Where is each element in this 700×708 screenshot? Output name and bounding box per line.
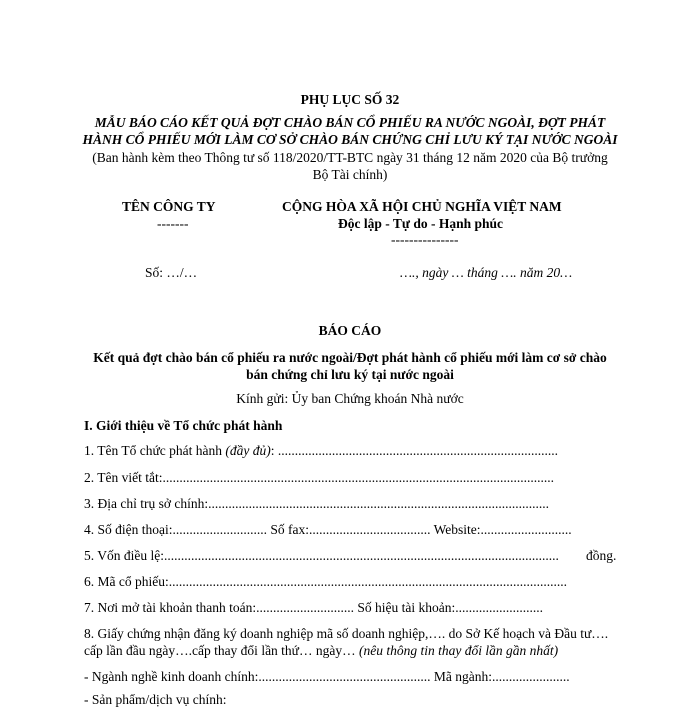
item-8-line-2-text: cấp lần đầu ngày….cấp thay đổi lần thứ… ngày… — [84, 643, 359, 658]
republic-name: CỘNG HÒA XÃ HỘI CHỦ NGHĨA VIỆT NAM — [282, 199, 562, 214]
item-1-note: (đầy đủ) — [225, 443, 271, 458]
company-name-placeholder: TÊN CÔNG TY — [122, 199, 216, 214]
report-subtitle-line-1: Kết quả đợt chào bán cổ phiếu ra nước ngoài/Đợt phát hành cổ phiếu mới làm cơ sở chào — [93, 350, 607, 365]
report-title: BÁO CÁO — [318, 323, 382, 338]
document-number: Số: …/… — [145, 265, 198, 280]
item-6-stock-code: 6. Mã cổ phiếu:...................................................................................................................... — [84, 574, 567, 589]
form-title-line-2: HÀNH CỔ PHIẾU MỚI LÀM CƠ SỞ CHÀO BÁN CHỨNG CHỈ LƯU KÝ TẠI NƯỚC NGOÀI — [82, 132, 618, 147]
main-products-line: - Sản phẩm/dịch vụ chính: — [84, 692, 227, 707]
item-3-head-office-address: 3. Địa chỉ trụ sở chính:..................................................................................................... — [84, 496, 549, 511]
item-7-bank-account: 7. Nơi mở tài khoản thanh toán:............................. Số hiệu tài khoản:.......................... — [84, 600, 543, 615]
issued-note-line-1: (Ban hành kèm theo Thông tư số 118/2020/TT-BTC ngày 31 tháng 12 năm 2020 của Bộ trưởng — [92, 150, 608, 165]
item-8-business-registration-line-1: 8. Giấy chứng nhận đăng ký doanh nghiệp mã số doanh nghiệp,…. do Sở Kế hoạch và Đầu tư…. — [84, 626, 609, 641]
item-1-issuer-full-name — [84, 443, 558, 459]
date-line: …., ngày … tháng …. năm 20… — [400, 265, 573, 280]
recipient-line: Kính gửi: Ủy ban Chứng khoán Nhà nước — [236, 391, 464, 406]
item-8-line-2-note: (nêu thông tin thay đổi lần gần nhất) — [359, 643, 559, 658]
issued-note-line-2: Bộ Tài chính) — [312, 167, 388, 182]
main-business-line: - Ngành nghề kinh doanh chính:................................................... Mã ngành:....................... — [84, 669, 570, 684]
item-8-business-registration-line-2 — [84, 643, 558, 659]
item-4-contact-info: 4. Số điện thoại:............................ Số fax:.................................... Website:........................... — [84, 522, 572, 537]
appendix-title: PHỤ LỤC SỐ 32 — [300, 92, 400, 107]
report-subtitle-line-2: bán chứng chỉ lưu ký tại nước ngoài — [246, 367, 454, 382]
item-5-charter-capital: 5. Vốn điều lệ:..................................................................................................................... — [84, 548, 559, 563]
section-1-heading: I. Giới thiệu về Tổ chức phát hành — [84, 418, 283, 433]
motto-divider: --------------- — [391, 232, 459, 247]
item-1-dots: : ................................................................................... — [270, 443, 559, 458]
item-5-currency-unit: đồng. — [586, 548, 617, 563]
item-1-label: 1. Tên Tổ chức phát hành — [84, 443, 226, 458]
company-divider: ------- — [157, 216, 189, 231]
item-2-short-name: 2. Tên viết tắt:.................................................................................................................... — [84, 470, 554, 485]
national-motto: Độc lập - Tự do - Hạnh phúc — [338, 216, 504, 231]
form-title-line-1: MẪU BÁO CÁO KẾT QUẢ ĐỢT CHÀO BÁN CỔ PHIẾU RA NƯỚC NGOÀI, ĐỢT PHÁT — [94, 115, 606, 130]
